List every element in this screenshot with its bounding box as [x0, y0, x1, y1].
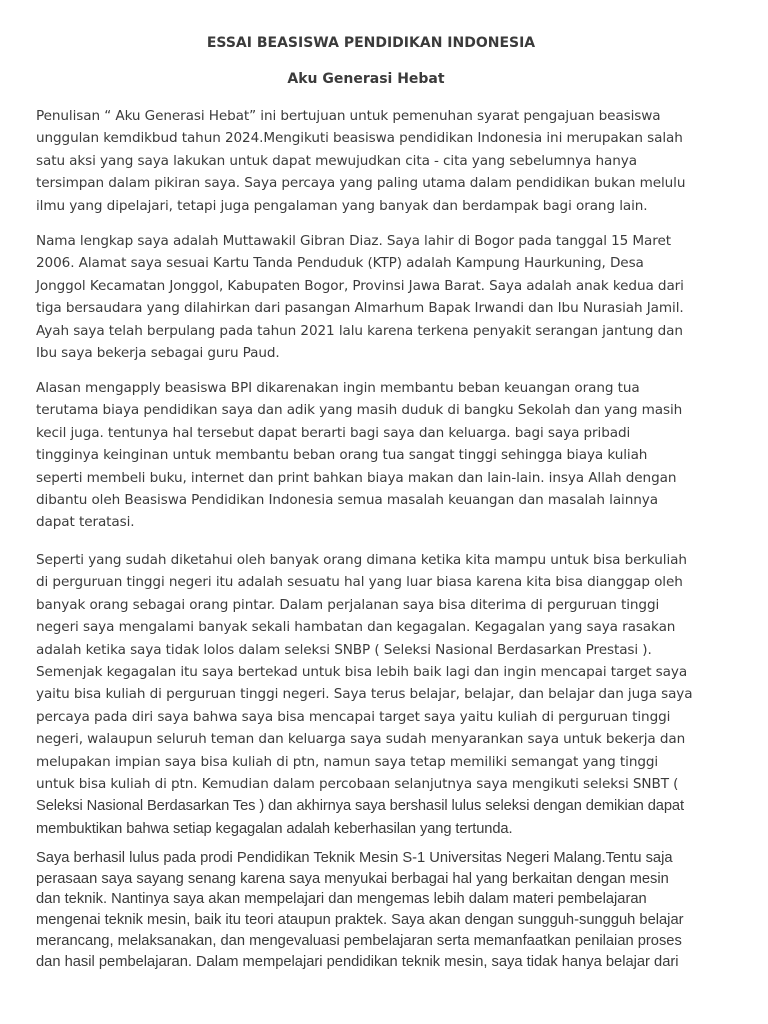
paragraph-line: untuk bisa kuliah di ptn. Kemudian dalam percobaan selanjutnya saya mengikuti seleksi SNBT (: [36, 776, 679, 793]
paragraph-line: mengenai teknik mesin, baik itu teori ataupun praktek. Saya akan dengan sungguh-sungguh belajar: [36, 912, 684, 929]
document-title: ESSAI BEASISWA PENDIDIKAN INDONESIA: [206, 35, 536, 51]
paragraph-line: Penulisan “ Aku Generasi Hebat” ini bertujuan untuk pemenuhan syarat pengajuan beasiswa: [36, 108, 661, 124]
paragraph-line: adalah ketika saya tidak lolos dalam seleksi SNBP ( Seleksi Nasional Berdasarkan Prestasi ).: [36, 641, 652, 658]
paragraph-line: 2006. Alamat saya sesuai Kartu Tanda Penduduk (KTP) adalah Kampung Haurkuning, Desa: [36, 255, 644, 272]
paragraph-line: satu aksi yang saya lakukan untuk dapat mewujudkan cita - cita yang sebelumnya hanya: [36, 152, 637, 169]
paragraph-line: tersimpan dalam pikiran saya. Saya percaya yang paling utama dalam pendidikan bukan melulu: [36, 175, 686, 192]
paragraph-line: yaitu bisa kuliah di perguruan tinggi negeri. Saya terus belajar, belajar, dan belajar dan juga saya: [36, 686, 693, 703]
paragraph-line: dan hasil pembelajaran. Dalam mempelajari pendidikan teknik mesin, saya tidak hanya belajar dari: [36, 953, 679, 970]
document-subtitle: Aku Generasi Hebat: [287, 71, 445, 87]
paragraph-line: kecil juga. tentunya hal tersebut dapat berarti bagi saya dan keluarga. bagi saya pribadi: [36, 424, 631, 441]
paragraph-line: di perguruan tinggi negeri itu adalah sesuatu hal yang luar biasa karena kita bisa dianggap oleh: [36, 574, 683, 591]
paragraph-line: Nama lengkap saya adalah Muttawakil Gibran Diaz. Saya lahir di Bogor pada tanggal 15 Maret: [36, 233, 671, 249]
paragraph-purpose: [36, 105, 736, 217]
paragraph-line: merancang, melaksanakan, dan mengevaluasi pembelajaran serta memanfaatkan penilaian proses: [36, 932, 682, 949]
paragraph-line: perasaan saya sayang senang karena saya menyukai berbagai hal yang berkaitan dengan mesin: [36, 870, 669, 887]
paragraph-line: melupakan impian saya bisa kuliah di ptn, namun saya tetap memiliki semangat yang tinggi: [36, 753, 659, 770]
paragraph-line: Seleksi Nasional Berdasarkan Tes ) dan akhirnya saya bershasil lulus seleksi dengan demikian dapat: [36, 798, 684, 815]
paragraph-line: percaya pada diri saya bahwa saya bisa mencapai target saya yaitu kuliah di perguruan tinggi: [36, 708, 671, 725]
paragraph-line: membuktikan bahwa setiap kegagalan adalah keberhasilan yang tertunda.: [36, 820, 513, 837]
paragraph-line: Saya berhasil lulus pada prodi Pendidikan Teknik Mesin S-1 Universitas Negeri Malang.Tentu saja: [36, 850, 673, 866]
paragraph-journey: [36, 549, 736, 840]
paragraph-line: tingginya keinginan untuk membantu beban orang tua sangat tinggi sehingga biaya kuliah: [36, 447, 648, 464]
paragraph-line: banyak orang sebagai orang pintar. Dalam perjalanan saya bisa diterima di perguruan tinggi: [36, 596, 660, 613]
paragraph-reason: [36, 377, 736, 534]
paragraph-line: Jonggol Kecamatan Jonggol, Kabupaten Bogor, Provinsi Jawa Barat. Saya adalah anak kedua dari: [36, 277, 684, 294]
paragraph-identity: [36, 230, 736, 364]
paragraph-line: seperti membeli buku, internet dan print bahkan biaya makan dan lain-lain. insya Allah dengan: [36, 469, 677, 486]
paragraph-line: unggulan kemdikbud tahun 2024.Mengikuti beasiswa pendidikan Indonesia ini merupakan salah: [36, 130, 683, 147]
paragraph-line: Alasan mengapply beasiswa BPI dikarenakan ingin membantu beban keuangan orang tua: [36, 380, 640, 396]
paragraph-line: Ayah saya telah berpulang pada tahun 2021 lalu karena terkena penyakit serangan jantung dan: [36, 322, 683, 339]
paragraph-line: dapat teratasi.: [36, 514, 135, 531]
paragraph-line: negeri saya mengalami banyak sekali hambatan dan kegagalan. Kegagalan yang saya rasakan: [36, 619, 676, 636]
paragraph-line: terutama biaya pendidikan saya dan adik yang masih duduk di bangku Sekolah dan yang masih: [36, 402, 683, 419]
paragraph-study: [36, 848, 736, 972]
paragraph-line: Semenjak kegagalan itu saya bertekad untuk bisa lebih baik lagi dan ingin mencapai target saya: [36, 664, 688, 681]
paragraph-line: tiga bersaudara yang dilahirkan dari pasangan Almarhum Bapak Irwandi dan Ibu Nurasiah Jamil.: [36, 300, 684, 317]
paragraph-line: dibantu oleh Beasiswa Pendidikan Indonesia semua masalah keuangan dan masalah lainnya: [36, 492, 658, 509]
paragraph-line: Seperti yang sudah diketahui oleh banyak orang dimana ketika kita mampu untuk bisa berkuliah: [36, 552, 687, 568]
paragraph-line: ilmu yang dipelajari, tetapi juga pengalaman yang banyak dan berdampak bagi orang lain.: [36, 197, 648, 214]
paragraph-line: negeri, walaupun seluruh teman dan keluarga saya sudah menyarankan saya untuk bekerja dan: [36, 731, 686, 748]
paragraph-line: Ibu saya bekerja sebagai guru Paud.: [36, 345, 280, 362]
paragraph-line: dan teknik. Nantinya saya akan mempelajari dan mengemas lebih dalam materi pembelajaran: [36, 891, 647, 908]
